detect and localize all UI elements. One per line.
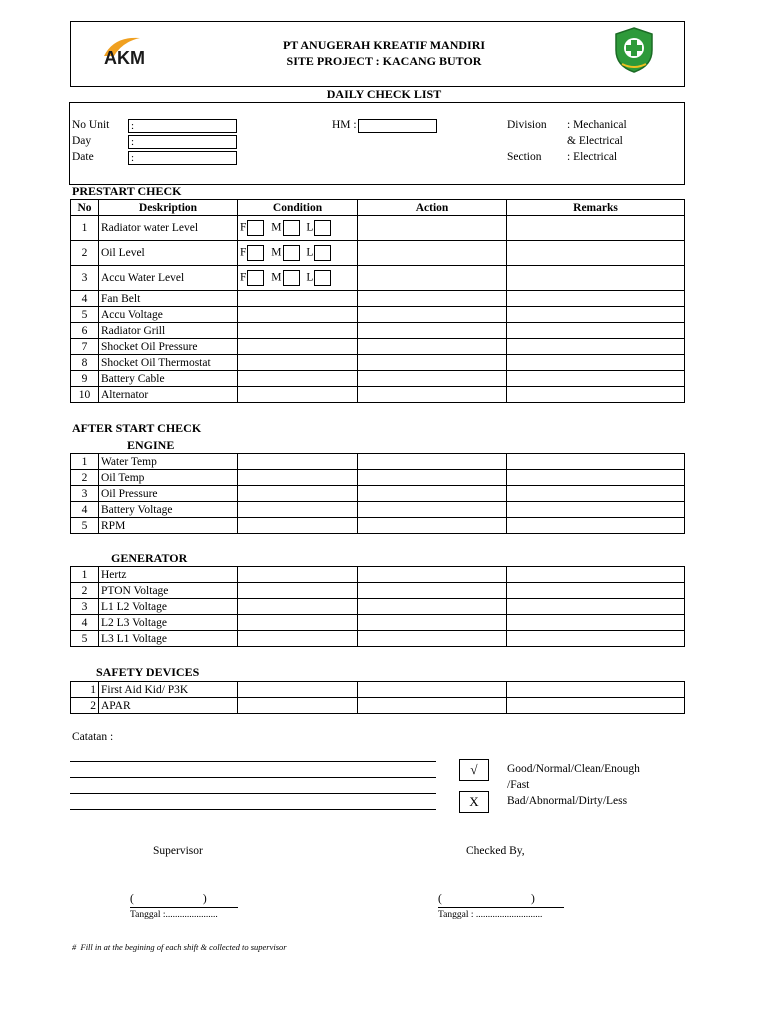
table-row <box>71 387 685 403</box>
row-desc: Shocket Oil Pressure <box>99 339 238 355</box>
table-row <box>71 518 685 534</box>
table-row <box>71 371 685 387</box>
row-desc: L3 L1 Voltage <box>99 631 238 647</box>
remarks-cell[interactable] <box>507 355 685 371</box>
condition-cell[interactable] <box>238 486 358 502</box>
table-row <box>71 682 685 698</box>
row-desc: Battery Voltage <box>99 502 238 518</box>
date-field[interactable]: : <box>128 151 237 165</box>
doc-title: DAILY CHECK LIST <box>326 87 442 101</box>
remarks-cell[interactable] <box>507 266 685 291</box>
action-cell[interactable] <box>358 323 507 339</box>
safety-table <box>70 681 685 714</box>
prestart-table <box>70 199 685 403</box>
condition-cell[interactable] <box>238 307 358 323</box>
row-no: 1 <box>71 454 99 470</box>
supervisor-signature-line <box>130 907 238 908</box>
generator-title: GENERATOR <box>111 551 188 565</box>
action-cell[interactable] <box>358 307 507 323</box>
remarks-cell[interactable] <box>507 631 685 647</box>
remarks-cell[interactable] <box>507 454 685 470</box>
remarks-cell[interactable] <box>507 698 685 714</box>
day-label: Day <box>72 135 92 147</box>
action-cell[interactable] <box>358 631 507 647</box>
row-no: 5 <box>71 518 99 534</box>
generator-table <box>70 566 685 647</box>
table-row <box>71 355 685 371</box>
action-cell[interactable] <box>358 371 507 387</box>
legend-check-text-2: /Fast <box>507 779 530 791</box>
row-desc: RPM <box>99 518 238 534</box>
condition-cell[interactable] <box>238 291 358 307</box>
row-desc: Battery Cable <box>99 371 238 387</box>
supervisor-label: Supervisor <box>153 845 203 857</box>
condition-cell <box>238 241 358 266</box>
row-no: 4 <box>71 502 99 518</box>
row-desc: Accu Water Level <box>99 266 238 291</box>
row-no: 3 <box>71 599 99 615</box>
table-row <box>71 486 685 502</box>
row-desc: Oil Pressure <box>99 486 238 502</box>
row-desc: Oil Level <box>99 241 238 266</box>
supervisor-signature-field[interactable]: ( ) <box>130 893 207 905</box>
remarks-cell[interactable] <box>507 371 685 387</box>
table-row <box>71 615 685 631</box>
condition-cell[interactable] <box>238 454 358 470</box>
section-label: Section <box>507 151 542 163</box>
cond-f-checkbox[interactable] <box>247 245 264 261</box>
table-row <box>71 266 685 291</box>
checker-signature-field[interactable]: ( ) <box>438 893 535 905</box>
cond-f-checkbox[interactable] <box>247 220 264 236</box>
remarks-cell[interactable] <box>507 682 685 698</box>
row-no: 10 <box>71 387 99 403</box>
row-desc: Radiator water Level <box>99 216 238 241</box>
action-cell[interactable] <box>358 518 507 534</box>
remarks-cell[interactable] <box>507 599 685 615</box>
action-cell[interactable] <box>358 470 507 486</box>
remarks-cell[interactable] <box>507 518 685 534</box>
row-no: 1 <box>71 216 99 241</box>
notes-line[interactable] <box>70 793 436 794</box>
condition-cell[interactable] <box>238 698 358 714</box>
action-cell[interactable] <box>358 355 507 371</box>
cond-m-label: M <box>271 246 282 259</box>
no-unit-field[interactable]: : <box>128 119 237 133</box>
safety-devices-title: SAFETY DEVICES <box>96 665 200 679</box>
division-value: : Mechanical <box>567 119 627 131</box>
remarks-cell[interactable] <box>507 291 685 307</box>
condition-cell[interactable] <box>238 631 358 647</box>
table-row <box>71 470 685 486</box>
action-cell[interactable] <box>358 682 507 698</box>
remarks-cell[interactable] <box>507 486 685 502</box>
row-desc: Alternator <box>99 387 238 403</box>
action-cell[interactable] <box>358 567 507 583</box>
row-no: 1 <box>71 682 99 698</box>
cond-m-checkbox[interactable] <box>283 220 300 236</box>
checker-date-field[interactable]: Tanggal : ............................ <box>438 910 543 920</box>
row-desc: L1 L2 Voltage <box>99 599 238 615</box>
company-name: PT ANUGERAH KREATIF MANDIRI <box>282 38 486 52</box>
table-row <box>71 631 685 647</box>
action-cell[interactable] <box>358 387 507 403</box>
row-no: 3 <box>71 266 99 291</box>
condition-cell[interactable] <box>238 387 358 403</box>
green-shield-badge-icon <box>612 26 656 74</box>
row-desc: Fan Belt <box>99 291 238 307</box>
remarks-cell[interactable] <box>507 387 685 403</box>
table-row <box>71 323 685 339</box>
action-cell[interactable] <box>358 266 507 291</box>
legend-x-text: Bad/Abnormal/Dirty/Less <box>507 795 628 807</box>
cond-l-checkbox[interactable] <box>314 270 331 286</box>
cond-l-label: L <box>306 271 314 284</box>
logo-text: AKM <box>104 48 145 68</box>
cond-l-label: L <box>306 246 314 259</box>
cond-l-label: L <box>306 221 314 234</box>
col-header-action: Action <box>358 200 507 216</box>
col-header-condition: Condition <box>238 200 358 216</box>
condition-cell[interactable] <box>238 355 358 371</box>
cond-m-checkbox[interactable] <box>283 245 300 261</box>
col-header-no: No <box>71 200 99 216</box>
row-desc: Hertz <box>99 567 238 583</box>
row-no: 4 <box>71 291 99 307</box>
row-no: 6 <box>71 323 99 339</box>
notes-label: Catatan : <box>72 731 114 743</box>
condition-cell[interactable] <box>238 371 358 387</box>
remarks-cell[interactable] <box>507 583 685 599</box>
remarks-cell[interactable] <box>507 307 685 323</box>
checked-by-label: Checked By, <box>466 845 525 857</box>
row-no: 2 <box>71 470 99 486</box>
condition-cell[interactable] <box>238 567 358 583</box>
cond-f-label: F <box>240 246 247 259</box>
row-no: 9 <box>71 371 99 387</box>
legend-check-text: Good/Normal/Clean/Enough <box>507 763 640 775</box>
table-row <box>71 216 685 241</box>
engine-title: ENGINE <box>127 438 175 452</box>
row-no: 7 <box>71 339 99 355</box>
action-cell[interactable] <box>358 216 507 241</box>
action-cell[interactable] <box>358 486 507 502</box>
remarks-cell[interactable] <box>507 615 685 631</box>
cond-f-label: F <box>240 221 247 234</box>
row-no: 2 <box>71 698 99 714</box>
table-row <box>71 241 685 266</box>
table-row <box>71 567 685 583</box>
prestart-title: PRESTART CHECK <box>72 184 182 198</box>
remarks-cell[interactable] <box>507 339 685 355</box>
remarks-cell[interactable] <box>507 323 685 339</box>
table-row <box>71 307 685 323</box>
cond-l-checkbox[interactable] <box>314 245 331 261</box>
condition-cell[interactable] <box>238 470 358 486</box>
after-start-title: AFTER START CHECK <box>72 421 202 435</box>
row-no: 3 <box>71 486 99 502</box>
engine-table <box>70 453 685 534</box>
table-row <box>71 502 685 518</box>
table-row <box>71 698 685 714</box>
site-project: SITE PROJECT : KACANG BUTOR <box>286 54 482 68</box>
condition-cell[interactable] <box>238 682 358 698</box>
condition-cell <box>238 216 358 241</box>
row-desc: First Aid Kid/ P3K <box>99 682 238 698</box>
remarks-cell[interactable] <box>507 241 685 266</box>
supervisor-date-field[interactable]: Tanggal :...................... <box>130 910 218 920</box>
condition-cell <box>238 266 358 291</box>
remarks-cell[interactable] <box>507 567 685 583</box>
division-label: Division <box>507 119 547 131</box>
row-no: 5 <box>71 307 99 323</box>
notes-line[interactable] <box>70 777 436 778</box>
action-cell[interactable] <box>358 502 507 518</box>
action-cell[interactable] <box>358 615 507 631</box>
row-desc: L2 L3 Voltage <box>99 615 238 631</box>
table-row <box>71 599 685 615</box>
remarks-cell[interactable] <box>507 502 685 518</box>
row-no: 5 <box>71 631 99 647</box>
condition-cell[interactable] <box>238 323 358 339</box>
cond-m-checkbox[interactable] <box>283 270 300 286</box>
legend-check-box: √ <box>459 759 489 781</box>
condition-cell[interactable] <box>238 599 358 615</box>
date-label: Date <box>72 151 94 163</box>
row-desc: PTON Voltage <box>99 583 238 599</box>
row-no: 1 <box>71 567 99 583</box>
legend-x-box: X <box>459 791 489 813</box>
table-row <box>71 583 685 599</box>
remarks-cell[interactable] <box>507 470 685 486</box>
row-desc: Water Temp <box>99 454 238 470</box>
row-desc: Shocket Oil Thermostat <box>99 355 238 371</box>
row-desc: Radiator Grill <box>99 323 238 339</box>
condition-cell[interactable] <box>238 518 358 534</box>
notes-line[interactable] <box>70 761 436 762</box>
col-header-remarks: Remarks <box>507 200 685 216</box>
table-row <box>71 454 685 470</box>
cond-m-label: M <box>271 271 282 284</box>
hm-field[interactable] <box>358 119 437 133</box>
row-no: 4 <box>71 615 99 631</box>
footer-note: # Fill in at the begining of each shift & collected to supervisor <box>72 942 287 952</box>
division-value-2: & Electrical <box>567 135 623 147</box>
condition-cell[interactable] <box>238 502 358 518</box>
action-cell[interactable] <box>358 454 507 470</box>
row-desc: APAR <box>99 698 238 714</box>
condition-cell[interactable] <box>238 339 358 355</box>
cond-m-label: M <box>271 221 282 234</box>
day-field[interactable]: : <box>128 135 237 149</box>
action-cell[interactable] <box>358 698 507 714</box>
notes-line[interactable] <box>70 809 436 810</box>
col-header-description: Deskription <box>99 200 238 216</box>
condition-cell[interactable] <box>238 583 358 599</box>
action-cell[interactable] <box>358 241 507 266</box>
cond-f-label: F <box>240 271 247 284</box>
table-row <box>71 339 685 355</box>
row-desc: Accu Voltage <box>99 307 238 323</box>
cond-l-checkbox[interactable] <box>314 220 331 236</box>
row-no: 2 <box>71 241 99 266</box>
row-desc: Oil Temp <box>99 470 238 486</box>
section-value: : Electrical <box>567 151 618 163</box>
action-cell[interactable] <box>358 291 507 307</box>
action-cell[interactable] <box>358 599 507 615</box>
checker-signature-line <box>438 907 564 908</box>
action-cell[interactable] <box>358 339 507 355</box>
cond-f-checkbox[interactable] <box>247 270 264 286</box>
row-no: 8 <box>71 355 99 371</box>
action-cell[interactable] <box>358 583 507 599</box>
condition-cell[interactable] <box>238 615 358 631</box>
no-unit-label: No Unit <box>72 119 110 131</box>
hm-label: HM : <box>332 119 357 131</box>
row-no: 2 <box>71 583 99 599</box>
table-row <box>71 291 685 307</box>
remarks-cell[interactable] <box>507 216 685 241</box>
